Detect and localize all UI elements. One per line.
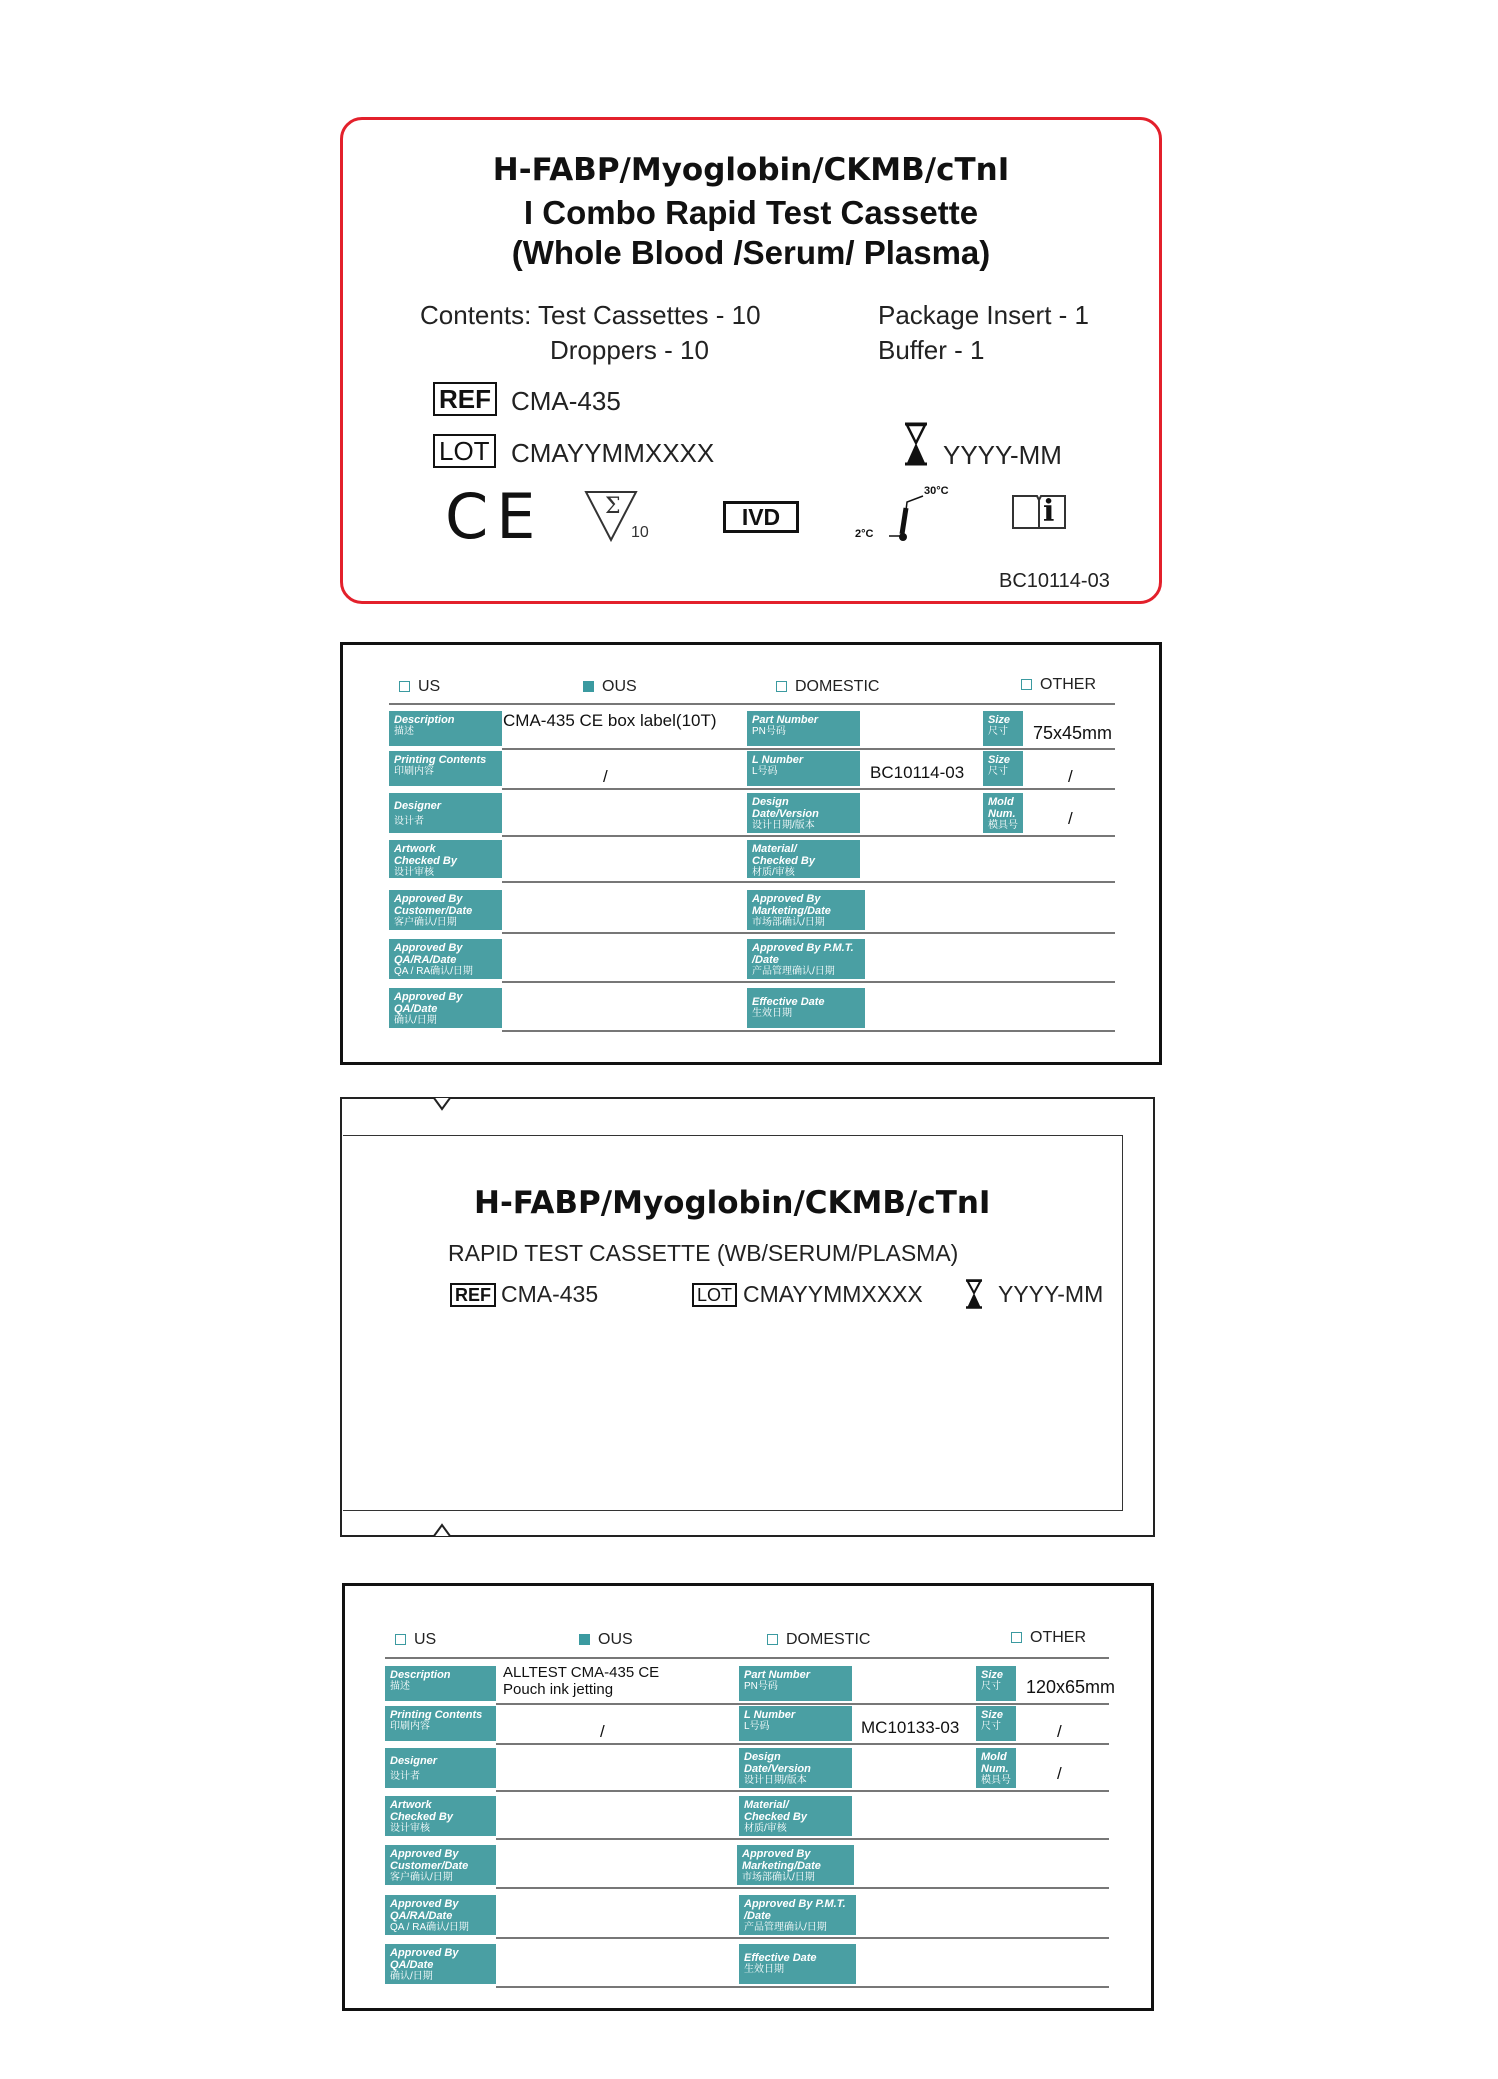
pouch-market-domestic[interactable]: DOMESTIC [767,1631,870,1649]
label-size: Size 尺寸 [983,711,1023,746]
pouch-market-us[interactable]: US [395,1631,436,1649]
label-material-checked: Material/ Checked By 材质/审核 [747,840,860,878]
temp-high: 30°C [924,485,949,497]
spec-table-pouch [342,1583,1154,2011]
pouch-lot-symbol: LOT [692,1283,737,1307]
box-code: BC10114-03 [999,570,1110,592]
label-approved-qa: Approved By QA/Date 确认/日期 [389,988,502,1028]
label-size-2: Size 尺寸 [983,751,1023,786]
value-size-2: / [1068,767,1073,786]
ivd-symbol: IVD [723,501,799,533]
sigma-count: 10 [631,524,649,541]
market-domestic[interactable]: DOMESTIC [776,678,879,696]
market-other[interactable]: OTHER [1021,676,1096,694]
pouch-label-design-date: Design Date/Version 设计日期/版本 [739,1748,852,1788]
expiry-value: YYYY-MM [943,440,1062,470]
pouch-value-description-line2: Pouch ink jetting [503,1681,614,1698]
info-symbol: i [1043,494,1055,529]
market-ous[interactable]: OUS [583,678,637,696]
pouch-label-size: Size 尺寸 [976,1666,1016,1701]
lot-symbol: LOT [433,434,496,468]
spec-table-box-label [340,642,1162,1065]
pouch-value-size-2: / [1057,1722,1062,1741]
temp-low: 2°C [855,528,874,540]
pouch-label-approved-marketing: Approved By Marketing/Date 市场部确认/日期 [737,1845,854,1885]
box-label-panel [340,117,1162,604]
value-l-number: BC10114-03 [870,763,965,782]
label-approved-pmt: Approved By P.M.T. /Date 产品管理确认/日期 [747,939,865,979]
pouch-label-approved-qara: Approved By QA/RA/Date QA / RA确认/日期 [385,1895,496,1935]
pouch-label-description: Description 描述 [385,1666,496,1701]
pouch-value-printing-contents: / [600,1722,605,1741]
pouch-title: H-FABP/Myoglobin/CKMB/cTnI [474,1185,991,1221]
label-artwork-checked: Artwork Checked By 设计审核 [389,840,502,878]
checkbox-us[interactable] [399,681,410,692]
box-title-line2: I Combo Rapid Test Cassette [523,194,979,231]
pouch-label-part-number: Part Number PN号码 [739,1666,852,1701]
tear-notch-bottom-icon [432,1523,452,1537]
box-title-line3: (Whole Blood /Serum/ Plasma) [511,234,991,271]
label-description: Description 描述 [389,711,502,746]
value-printing-contents: / [603,767,608,786]
pouch-label-printing-contents: Printing Contents 印刷内容 [385,1706,496,1741]
pouch-value-l-number: MC10133-03 [861,1718,960,1737]
pouch-market-ous[interactable]: OUS [579,1631,633,1649]
pouch-label-mold-num: Mold Num. 模具号 [976,1748,1016,1788]
pouch-value-description-line1: ALLTEST CMA-435 CE [503,1664,660,1681]
pouch-ref-symbol: REF [450,1283,496,1307]
pouch-checkbox-ous[interactable] [579,1634,590,1645]
value-description: CMA-435 CE box label(10T) [503,711,717,730]
label-l-number: L Number L号码 [747,751,860,786]
pouch-checkbox-us[interactable] [395,1634,406,1645]
consult-instructions-icon [1011,492,1067,532]
pouch-label-l-number: L Number L号码 [739,1706,852,1741]
pouch-checkbox-other[interactable] [1011,1632,1022,1643]
label-printing-contents: Printing Contents 印刷内容 [389,751,502,786]
checkbox-domestic[interactable] [776,681,787,692]
pouch-subtitle: RAPID TEST CASSETTE (WB/SERUM/PLASMA) [448,1240,959,1266]
ce-mark: CE [445,480,544,553]
label-mold-num: Mold Num. 模具号 [983,793,1023,833]
pouch-label-designer: Designer 设计者 [385,1748,496,1788]
ref-value: CMA-435 [511,386,621,416]
pouch-label-size-2: Size 尺寸 [976,1706,1016,1741]
value-mold: / [1068,809,1073,828]
hourglass-icon [903,422,929,466]
contents-label: Contents: Test Cassettes - 10 [420,300,761,330]
pouch-label-approved-pmt: Approved By P.M.T. /Date 产品管理确认/日期 [739,1895,856,1935]
pouch-label-approved-customer: Approved By Customer/Date 客户确认/日期 [385,1845,496,1885]
lot-value: CMAYYMMXXXX [511,438,715,468]
sigma-symbol: Σ [605,494,621,519]
checkbox-other[interactable] [1021,679,1032,690]
label-approved-qara: Approved By QA/RA/Date QA / RA确认/日期 [389,939,502,979]
pouch-checkbox-domestic[interactable] [767,1634,778,1645]
pouch-label-effective-date: Effective Date 生效日期 [739,1944,856,1984]
pouch-ref-value: CMA-435 [501,1281,599,1307]
pouch-expiry-value: YYYY-MM [998,1281,1104,1307]
label-approved-marketing: Approved By Marketing/Date 市场部确认/日期 [747,890,865,930]
label-effective-date: Effective Date 生效日期 [747,988,865,1028]
buffer-label: Buffer - 1 [878,335,985,365]
pouch-value-size: 120x65mm [1026,1677,1116,1697]
market-us[interactable]: US [399,678,440,696]
pouch-market-other[interactable]: OTHER [1011,1629,1086,1647]
label-part-number: Part Number PN号码 [747,711,860,746]
pouch-label-material-checked: Material/ Checked By 材质/审核 [739,1796,852,1836]
temperature-limit-icon [873,490,943,550]
pouch-label-approved-qa: Approved By QA/Date 确认/日期 [385,1944,496,1984]
ref-symbol: REF [433,382,497,416]
value-size: 75x45mm [1033,723,1113,743]
checkbox-ous[interactable] [583,681,594,692]
pouch-value-mold: / [1057,1764,1062,1783]
box-title-line1: H-FABP/Myoglobin/CKMB/cTnI [492,152,1010,188]
label-design-date: Design Date/Version 设计日期/版本 [747,793,860,833]
label-designer: Designer 设计者 [389,793,502,833]
tear-notch-top-icon [432,1097,452,1111]
pouch-label-artwork-checked: Artwork Checked By 设计审核 [385,1796,496,1836]
package-insert-label: Package Insert - 1 [878,300,1089,330]
pouch-lot-value: CMAYYMMXXXX [743,1281,923,1307]
droppers-label: Droppers - 10 [550,335,709,365]
pouch-hourglass-icon [965,1279,983,1309]
label-approved-customer: Approved By Customer/Date 客户确认/日期 [389,890,502,930]
